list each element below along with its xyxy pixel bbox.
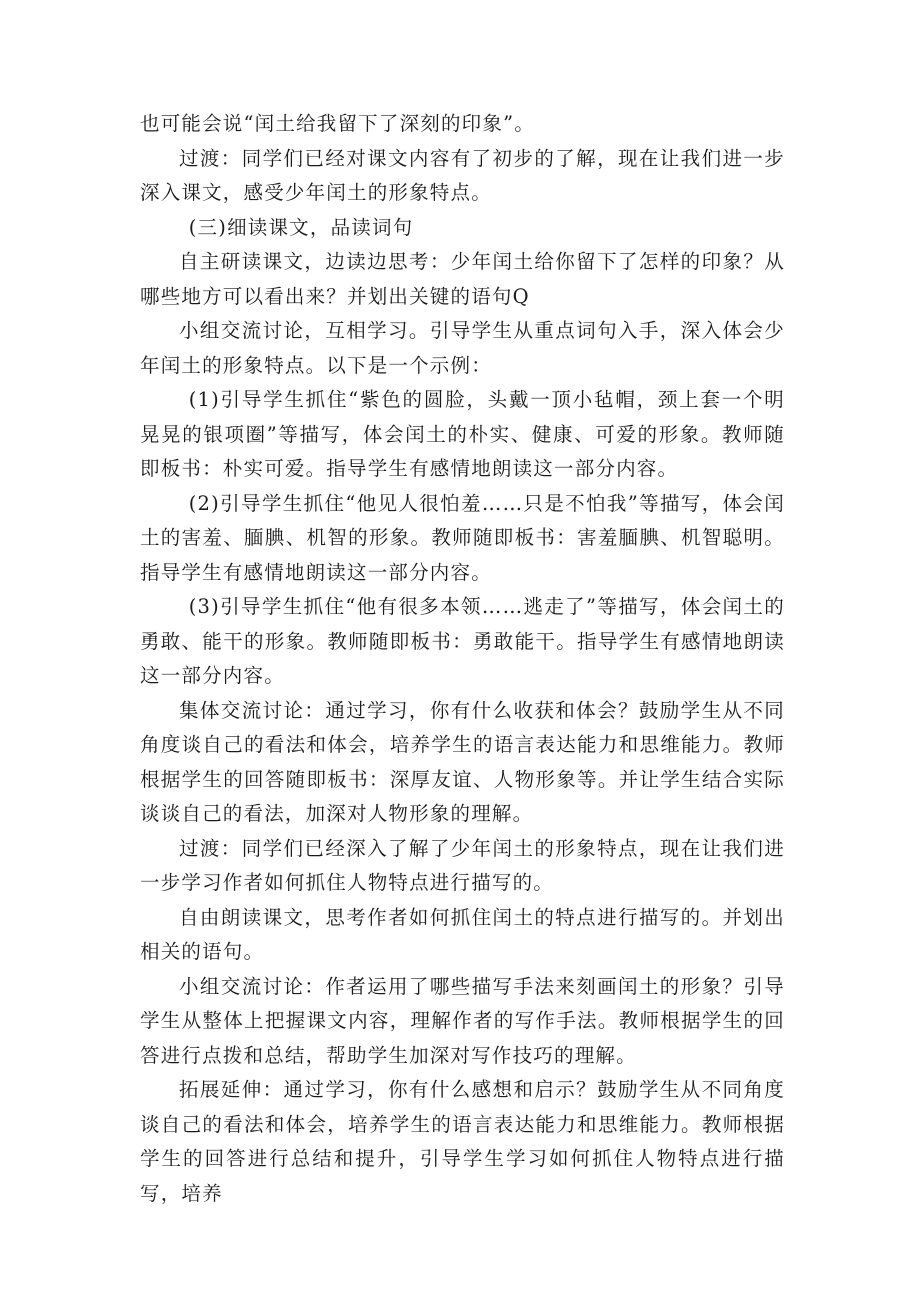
list-item-3: (3)引导学生抓住“他有很多本领……逃走了”等描写，体会闰土的勇敢、能干的形象。教师随即板书：勇敢能干。指导学生有感情地朗读这一部分内容。 [140,595,785,687]
list-item-2: (2)引导学生抓住“他见人很怕羞……只是不怕我”等描写，体会闰土的害羞、腼腆、机智的形象。教师随即板书：害羞腼腆、机智聪明。指导学生有感情地朗读这一部分内容。 [140,491,785,584]
document-body [140,107,785,1211]
paragraph-transition-1: 过渡：同学们已经对课文内容有了初步的了解，现在让我们进一步深入课文，感受少年闰土的形象特点。 [140,146,785,204]
paragraph-free-reading: 自由朗读课文，思考作者如何抓住闰土的特点进行描写的。并划出相关的语句。 [140,905,785,963]
paragraph-self-study: 自主研读课文，边读边思考：少年闰土给你留下了怎样的印象？从哪些地方可以看出来？并划出关键的语句Q [140,250,785,308]
paragraph-writing-technique: 小组交流讨论：作者运用了哪些描写手法来刻画闰土的形象？引导学生从整体上把握课文内容，理解作者的写作手法。教师根据学生的回答进行点拨和总结，帮助学生加深对写作技巧的理解。 [140,974,785,1067]
list-item-1: (1)引导学生抓住“紫色的圆脸，头戴一顶小毡帽，颈上套一个明晃晃的银项圈”等描写，体会闰土的朴实、健康、可爱的形象。教师随即板书：朴实可爱。指导学生有感情地朗读这一部分内容。 [140,388,785,480]
paragraph-continuation: 也可能会说“闰土给我留下了深刻的印象”。 [140,112,535,135]
paragraph-collective-discussion: 集体交流讨论：通过学习，你有什么收获和体会？鼓励学生从不同角度谈自己的看法和体会，培养学生的语言表达能力和思维能力。教师根据学生的回答随即板书：深厚友谊、人物形象等。并让学生结合实际谈谈自己的看法，加深对人物形象的理解。 [140,698,785,825]
paragraph-transition-2: 过渡：同学们已经深入了解了少年闰土的形象特点，现在让我们进一步学习作者如何抓住人物特点进行描写的。 [140,836,785,894]
section-heading: (三)细读课文，品读词句 [188,215,414,239]
paragraph-extension: 拓展延伸：通过学习，你有什么感想和启示？鼓励学生从不同角度谈自己的看法和体会，培养学生的语言表达能力和思维能力。教师根据学生的回答进行总结和提升，引导学生学习如何抓住人物特点进行描写，培养 [140,1078,785,1205]
paragraph-group-discussion: 小组交流讨论，互相学习。引导学生从重点词句入手，深入体会少年闰土的形象特点。以下是一个示例： [140,319,785,377]
